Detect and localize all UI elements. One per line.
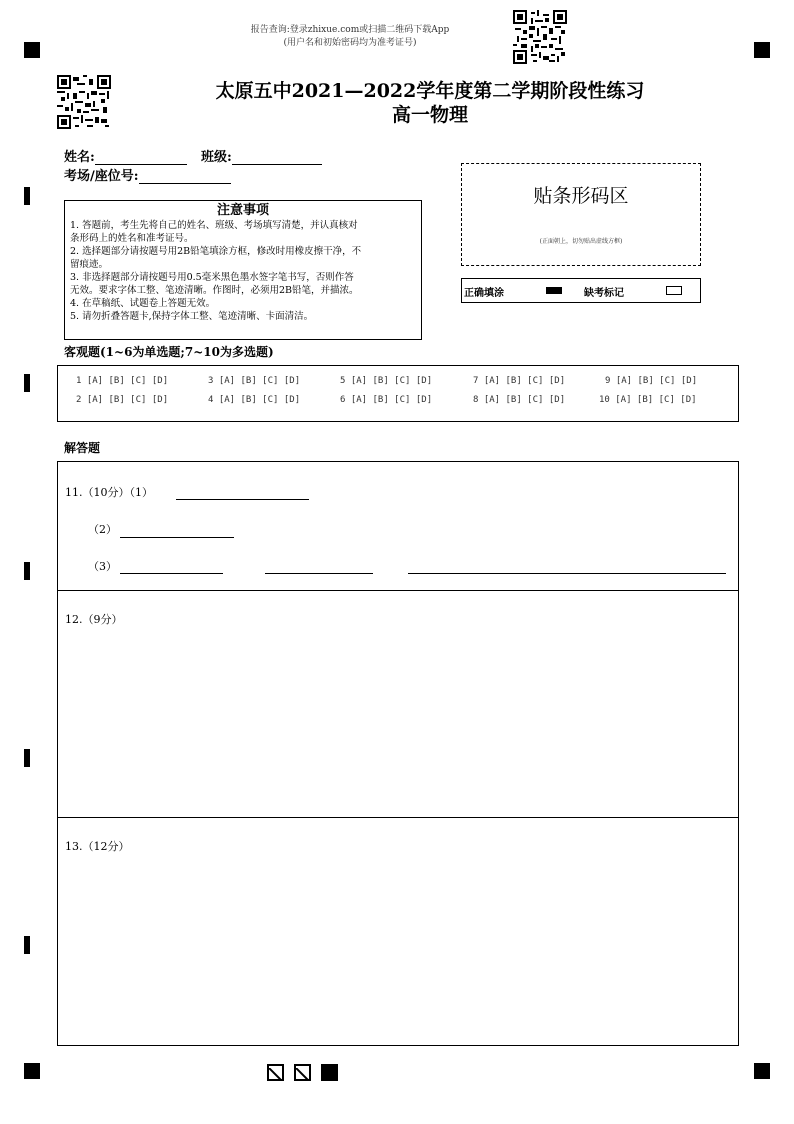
notice-line: 2. 选择题部分请按题号用2B铅笔填涂方框，修改时用橡皮擦干净，不 (70, 246, 362, 257)
q11-3-answer-line[interactable] (265, 572, 373, 574)
name-blank[interactable] (95, 150, 187, 165)
notice-line: 条形码上的姓名和准考证号。 (70, 233, 194, 244)
notice-line: 留痕迹。 (70, 259, 109, 270)
report-query-line2: (用户名和初始密码均为准考证号) (283, 38, 417, 48)
notice-line: 1. 答题前，考生先将自己的姓名、班级、考场填写清楚，并认真核对 (70, 220, 358, 231)
notice-title: 注意事项 (216, 203, 269, 218)
class-field[interactable] (201, 146, 322, 165)
section-divider (58, 817, 738, 818)
correct-fill-sample-icon (546, 287, 562, 294)
corner-mark-top-left (24, 42, 40, 58)
barcode-area-note: (正面朝上，切勿贴出虚线方框) (539, 238, 623, 245)
choice-row-item[interactable]: 9 [A] [B] [C] [D] (605, 376, 698, 386)
correct-fill-label: 正确填涂 (464, 288, 504, 299)
notice-line: 无效。要求字体工整、笔迹清晰。作图时，必须用2B铅笔，并描浓。 (70, 285, 359, 296)
timing-mark (24, 562, 30, 580)
exam-subject: 高一物理 (391, 104, 468, 126)
fill-example-box (461, 278, 701, 303)
filled-box-icon (321, 1064, 338, 1081)
exam-qr-code (57, 75, 111, 129)
objective-answer-box (57, 365, 739, 422)
seat-field[interactable] (64, 165, 231, 184)
seat-label: 考场/座位号: (64, 169, 139, 184)
notice-line: 3. 非选择题部分请按题号用0.5毫米黑色墨水签字笔书写，否则作答 (70, 272, 354, 283)
barcode-area[interactable] (461, 163, 701, 266)
choice-row-item[interactable]: 10 [A] [B] [C] [D] (599, 395, 697, 405)
q11-3-answer-line[interactable] (120, 572, 223, 574)
timing-mark (24, 936, 30, 954)
question-13-label: 13.（12分） (65, 840, 130, 853)
absent-mark-label: 缺考标记 (584, 288, 624, 299)
seat-blank[interactable] (139, 169, 231, 184)
question-11-part2-label: （2） (88, 523, 117, 536)
exam-title-line1: 太原五中2021—2022学年度第二学期阶段性练习 (215, 80, 645, 102)
slashed-box-icon (267, 1064, 284, 1081)
objective-section-label: 客观题(1~6为单选题;7~10为多选题) (64, 345, 274, 359)
choice-row-item[interactable]: 1 [A] [B] [C] [D] (76, 376, 169, 386)
app-qr-code (513, 10, 567, 64)
subjective-section-label: 解答题 (64, 441, 101, 455)
absent-mark-checkbox[interactable] (666, 286, 682, 295)
name-field[interactable] (64, 146, 187, 165)
question-11-part3-label: （3） (88, 560, 117, 573)
report-query-line1: 报告查询:登录zhixue.com或扫描二维码下载App (250, 25, 450, 35)
notice-line: 4. 在草稿纸、试题卷上答题无效。 (70, 298, 216, 309)
q11-2-answer-line[interactable] (120, 536, 234, 538)
exam-title (150, 79, 710, 127)
question-11-label: 11.（10分）（1） (65, 486, 153, 499)
choice-row-item[interactable]: 3 [A] [B] [C] [D] (208, 376, 301, 386)
corner-mark-bottom-left (24, 1063, 40, 1079)
choice-row-item[interactable]: 6 [A] [B] [C] [D] (340, 395, 433, 405)
corner-mark-bottom-right (754, 1063, 770, 1079)
class-label: 班级: (201, 150, 232, 165)
timing-mark (24, 749, 30, 767)
timing-mark (24, 187, 30, 205)
choice-row-item[interactable]: 7 [A] [B] [C] [D] (473, 376, 566, 386)
question-12-label: 12.（9分） (65, 613, 123, 626)
report-query-note (220, 24, 480, 50)
slashed-box-icon (294, 1064, 311, 1081)
timing-mark (24, 374, 30, 392)
class-blank[interactable] (232, 150, 322, 165)
q11-3-answer-line[interactable] (408, 572, 726, 574)
q11-1-answer-line[interactable] (176, 498, 309, 500)
choice-row-item[interactable]: 5 [A] [B] [C] [D] (340, 376, 433, 386)
choice-row-item[interactable]: 4 [A] [B] [C] [D] (208, 395, 301, 405)
corner-mark-top-right (754, 42, 770, 58)
name-label: 姓名: (64, 150, 95, 165)
subjective-answer-box (57, 461, 739, 1046)
notice-line: 5. 请勿折叠答题卡,保持字体工整、笔迹清晰、卡面清洁。 (70, 311, 314, 322)
section-divider (58, 590, 738, 591)
barcode-area-title: 贴条形码区 (533, 185, 629, 207)
choice-row-item[interactable]: 2 [A] [B] [C] [D] (76, 395, 169, 405)
notice-box (64, 200, 422, 340)
choice-row-item[interactable]: 8 [A] [B] [C] [D] (473, 395, 566, 405)
